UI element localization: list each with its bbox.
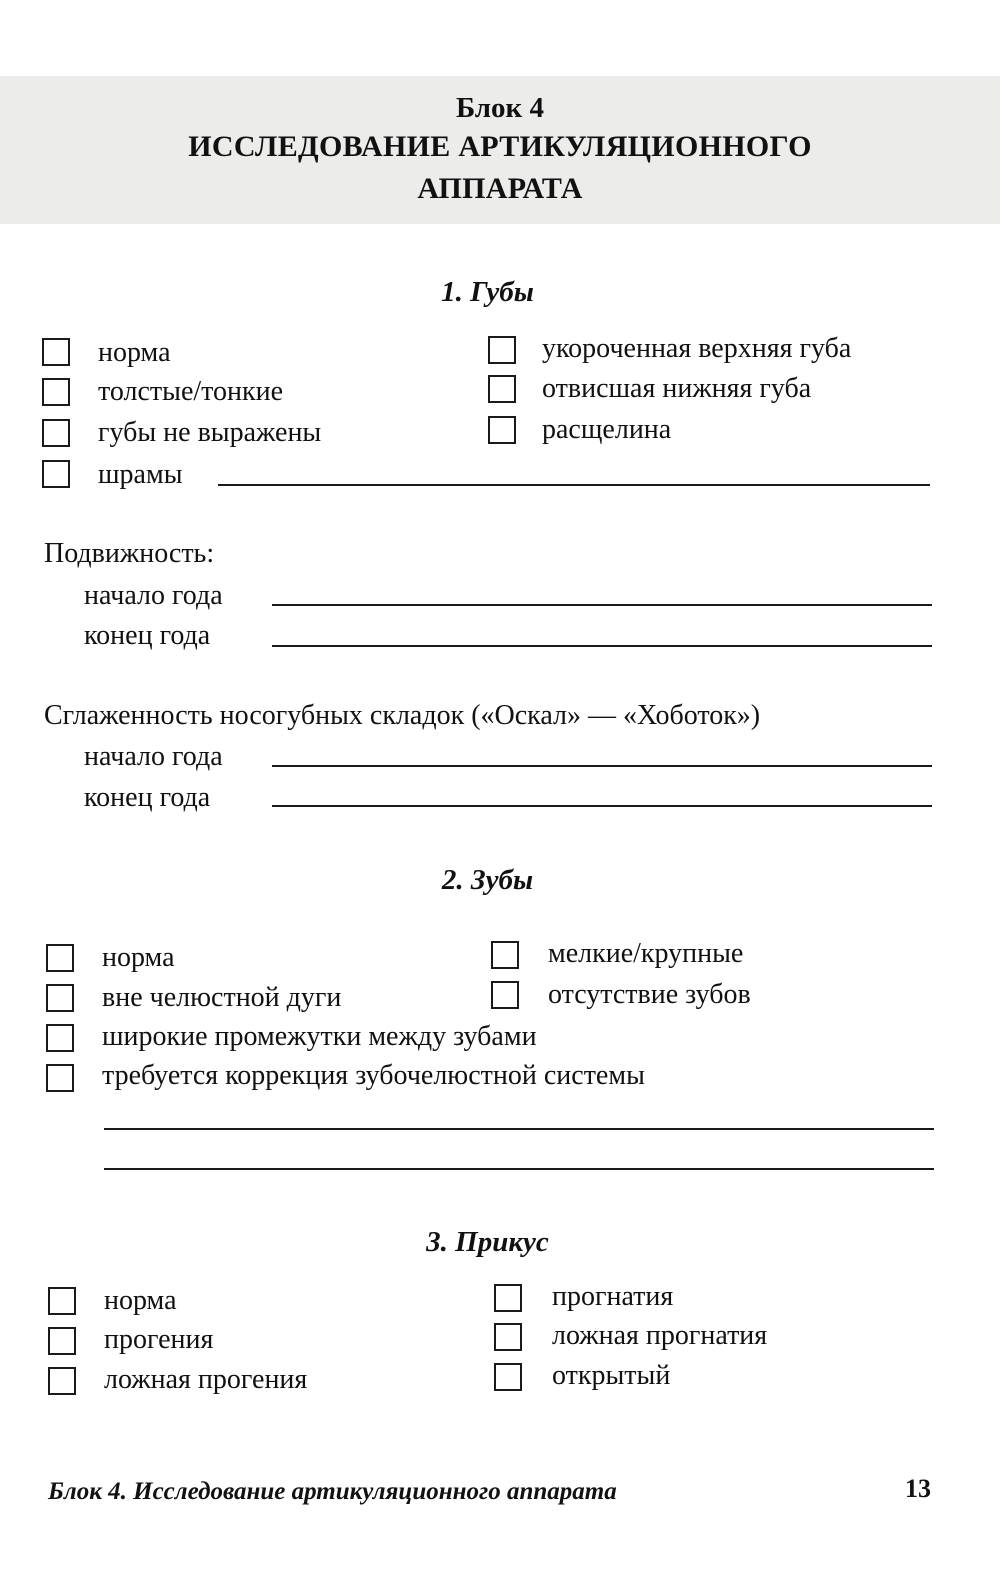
option-label: отсутствие зубов: [548, 979, 751, 1010]
option-label: губы не выражены: [98, 417, 322, 448]
checkbox-teeth-outside-arch[interactable]: [46, 984, 74, 1012]
option-label: открытый: [552, 1360, 671, 1391]
checkbox-teeth-missing[interactable]: [491, 981, 519, 1009]
checkbox-bite-norm[interactable]: [48, 1287, 76, 1315]
option-label: отвисшая нижняя губа: [542, 373, 812, 404]
mobility-label: Подвижность:: [44, 538, 215, 569]
checkbox-bite-prognathia[interactable]: [494, 1284, 522, 1312]
option-label: шрамы: [98, 459, 183, 490]
page-title-line2: АППАРАТА: [417, 172, 583, 205]
smoothness-start-label: начало года: [84, 741, 223, 772]
teeth-answer-line-2[interactable]: [104, 1168, 934, 1170]
option-label: укороченная верхняя губа: [542, 333, 852, 364]
checkbox-lips-short-upper[interactable]: [488, 336, 516, 364]
checkbox-lips-not-expressed[interactable]: [42, 419, 70, 447]
footer-caption: Блок 4. Исследование артикуляционного аппарата: [48, 1478, 617, 1505]
option-label: широкие промежутки между зубами: [102, 1021, 537, 1052]
option-label: толстые/тонкие: [98, 376, 284, 407]
option-label: расщелина: [542, 414, 672, 445]
section-title-bite: 3. Прикус: [426, 1226, 549, 1258]
option-label: норма: [98, 337, 171, 368]
scars-answer-line[interactable]: [218, 484, 930, 486]
checkbox-teeth-small-large[interactable]: [491, 941, 519, 969]
checkbox-lips-cleft[interactable]: [488, 416, 516, 444]
smoothness-label: Сглаженность носогубных складок («Оскал» — «Хоботок»): [44, 700, 761, 731]
section-title-lips: 1. Губы: [441, 276, 534, 308]
section-title-teeth: 2. Зубы: [441, 864, 534, 896]
option-label: прогения: [104, 1324, 214, 1355]
option-label: прогнатия: [552, 1281, 674, 1312]
option-label: ложная прогнатия: [552, 1320, 768, 1351]
checkbox-lips-norm[interactable]: [42, 338, 70, 366]
mobility-end-label: конец года: [84, 620, 211, 651]
mobility-start-label: начало года: [84, 580, 223, 611]
mobility-end-line[interactable]: [272, 645, 932, 647]
checkbox-teeth-correction[interactable]: [46, 1064, 74, 1092]
option-label: мелкие/крупные: [548, 938, 744, 969]
checkbox-bite-progenia[interactable]: [48, 1327, 76, 1355]
teeth-answer-line-1[interactable]: [104, 1128, 934, 1130]
smoothness-start-line[interactable]: [272, 765, 932, 767]
checkbox-bite-false-progenia[interactable]: [48, 1367, 76, 1395]
checkbox-teeth-wide-gaps[interactable]: [46, 1024, 74, 1052]
page-number: 13: [905, 1474, 931, 1503]
checkbox-lips-thick-thin[interactable]: [42, 378, 70, 406]
option-label: ложная прогения: [104, 1364, 308, 1395]
checkbox-bite-open[interactable]: [494, 1363, 522, 1391]
page-title-line1: ИССЛЕДОВАНИЕ АРТИКУЛЯЦИОННОГО: [188, 130, 812, 163]
option-label: норма: [102, 942, 175, 973]
mobility-start-line[interactable]: [272, 604, 932, 606]
option-label: норма: [104, 1285, 177, 1316]
smoothness-end-label: конец года: [84, 782, 211, 813]
checkbox-lips-hanging-lower[interactable]: [488, 375, 516, 403]
checkbox-lips-scars[interactable]: [42, 460, 70, 488]
option-label: вне челюстной дуги: [102, 982, 342, 1013]
checkbox-teeth-norm[interactable]: [46, 944, 74, 972]
block-label: Блок 4: [455, 92, 545, 124]
checkbox-bite-false-prognathia[interactable]: [494, 1323, 522, 1351]
option-label: требуется коррекция зубочелюстной системы: [102, 1060, 645, 1091]
smoothness-end-line[interactable]: [272, 805, 932, 807]
